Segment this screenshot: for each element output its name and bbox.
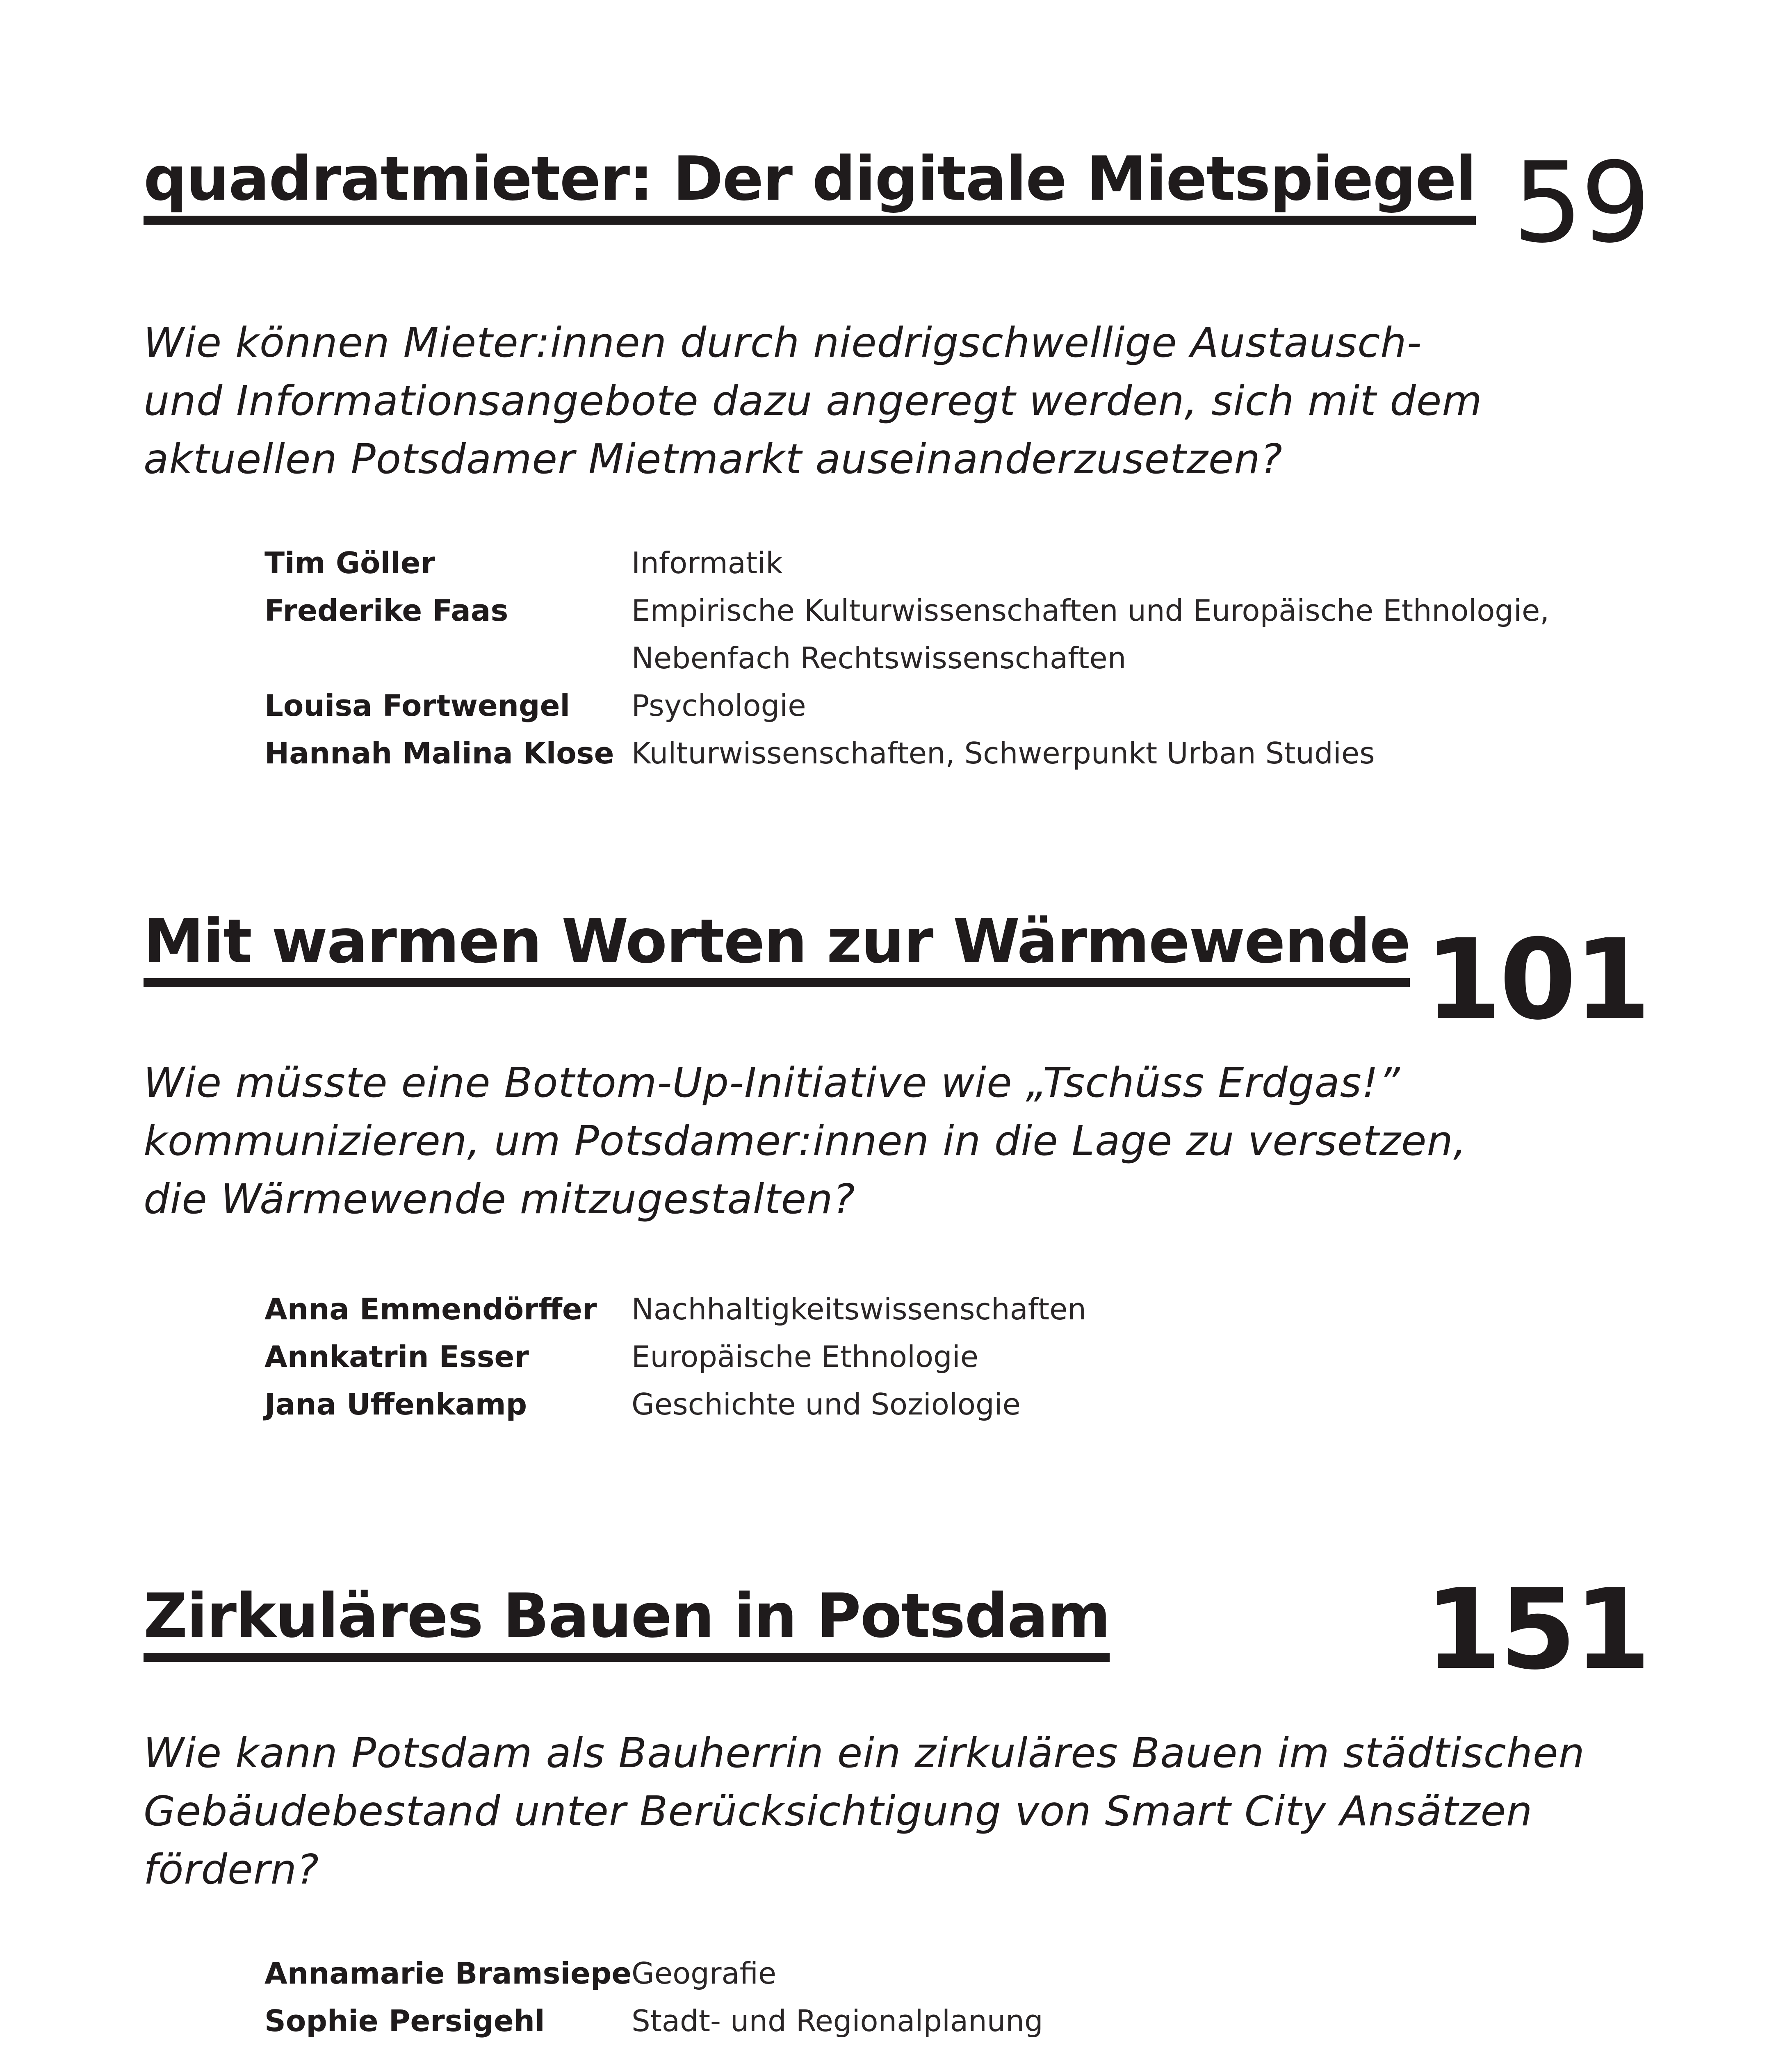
question-line: die Wärmewende mitzugestalten? — [144, 1175, 855, 1223]
member-field — [632, 729, 1618, 777]
team-member — [264, 2045, 1618, 2050]
member-field — [632, 1333, 1618, 1380]
member-field — [632, 587, 1618, 682]
question-line: Gebäudebestand unter Berücksichtigung von Smart City Ansätzen — [144, 1787, 1533, 1835]
team-list — [264, 539, 1618, 777]
member-name: Hannah Malina Klose — [264, 736, 614, 770]
team-list — [264, 1950, 1618, 2050]
member-name: Louisa Fortwengel — [264, 688, 570, 723]
field-line: Psychologie — [632, 688, 806, 723]
question-line: und Informationsangebote dazu angeregt werden, sich mit dem — [144, 377, 1482, 425]
team-member — [264, 729, 1618, 777]
page-number: 59 — [1512, 138, 1648, 267]
field-line: Nachhaltigkeitswissenschaften — [632, 1292, 1087, 1326]
research-question — [144, 314, 1579, 488]
team-member — [264, 539, 1618, 587]
team-member — [264, 1997, 1618, 2045]
field-line: Nebenfach Rechtswissenschaften — [632, 641, 1126, 675]
member-field — [632, 1997, 1618, 2045]
question-line: fördern? — [144, 1845, 319, 1893]
field-line: Geografie — [632, 1956, 777, 1991]
member-name: Annamarie Bramsiepe — [264, 1956, 632, 1991]
field-line: Empirische Kulturwissenschaften und Europäische Ethnologie, — [632, 593, 1550, 628]
member-name: Sophie Persigehl — [264, 2004, 545, 2038]
team-member — [264, 1380, 1618, 1428]
member-field — [632, 1285, 1618, 1333]
question-line: Wie kann Potsdam als Bauherrin ein zirkuläres Bauen im städtischen — [144, 1729, 1585, 1777]
team-member — [264, 587, 1618, 682]
question-line: aktuellen Potsdamer Mietmarkt auseinanderzusetzen? — [144, 435, 1283, 483]
member-field — [632, 539, 1618, 587]
page-number: 151 — [1425, 1565, 1648, 1694]
question-line: Wie können Mieter:innen durch niedrigschwellige Austausch- — [144, 319, 1422, 367]
question-line: kommunizieren, um Potsdamer:innen in die Lage zu versetzen, — [144, 1117, 1467, 1165]
field-line: Informatik — [632, 546, 783, 580]
research-question — [144, 1054, 1579, 1228]
page-number: 101 — [1425, 915, 1648, 1044]
team-member — [264, 1950, 1618, 1997]
team-member — [264, 1285, 1618, 1333]
member-name: Annkatrin Esser — [264, 1339, 529, 1374]
member-name: Anna Emmendörffer — [264, 1292, 597, 1326]
member-name — [264, 2045, 502, 2050]
research-question — [144, 1724, 1585, 1899]
member-name: Frederike Faas — [264, 593, 508, 628]
field-line: Stadt- und Regionalplanung — [632, 2004, 1043, 2038]
team-member — [264, 1333, 1618, 1380]
member-field — [632, 1950, 1618, 1997]
member-name: Jana Uffenkamp — [264, 1387, 527, 1421]
team-list — [264, 1285, 1618, 1428]
team-member — [264, 682, 1618, 729]
member-name: Tim Göller — [264, 546, 435, 580]
question-line: Wie müsste eine Bottom-Up-Initiative wie „Tschüss Erdgas!” — [144, 1059, 1400, 1107]
member-field — [632, 1380, 1618, 1428]
section-title: Zirkuläres Bauen in Potsdam — [144, 1583, 1110, 1662]
field-line: Geschichte und Soziologie — [632, 1387, 1021, 1421]
section-title: quadratmieter: Der digitale Mietspiegel — [144, 146, 1476, 225]
member-field — [632, 2045, 1618, 2050]
field-line — [632, 2045, 1618, 2050]
field-line: Kulturwissenschaften, Schwerpunkt Urban Studies — [632, 736, 1375, 770]
section-title: Mit warmen Worten zur Wärmewende — [144, 908, 1410, 987]
field-line: Europäische Ethnologie — [632, 1339, 979, 1374]
member-field — [632, 682, 1618, 729]
